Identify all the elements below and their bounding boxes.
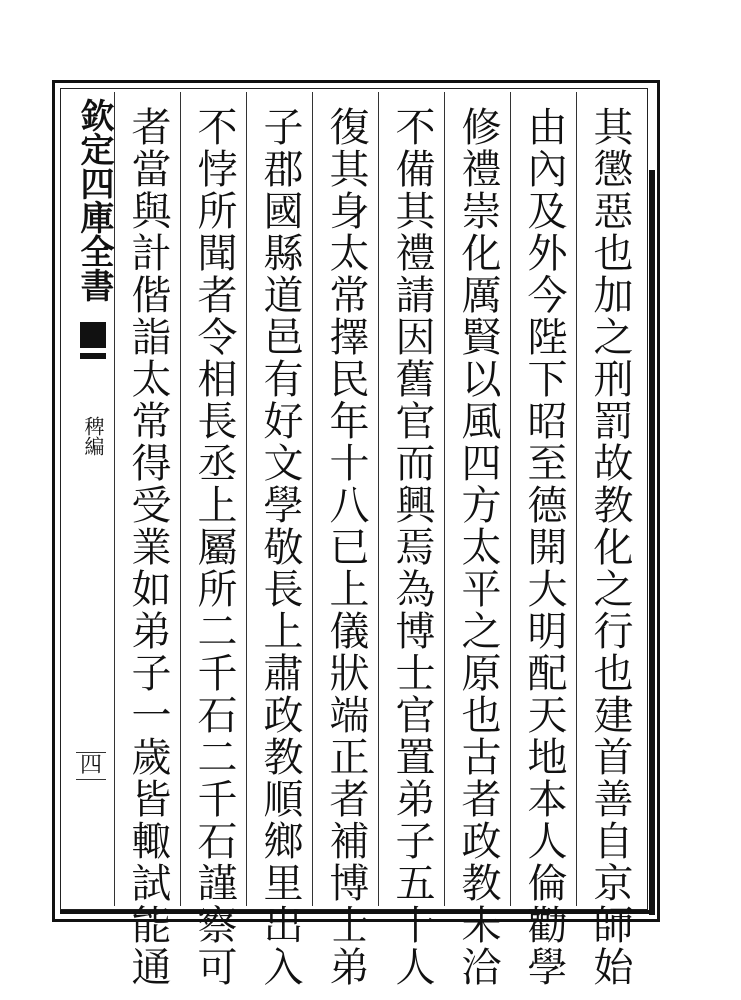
column-rule: [312, 92, 313, 906]
margin-section-title: 稗編: [81, 416, 105, 456]
frame-right-shadow: [649, 170, 655, 915]
fishtail-mark-bar: [80, 353, 106, 359]
text-column-3: 修禮崇化厲賢以風四方太平之原也古者政教未洽: [455, 106, 501, 988]
column-rule: [444, 92, 445, 906]
column-rule: [510, 92, 511, 906]
text-column-7: 不悖所聞者令相長丞上屬所二千石二千石謹察可: [191, 106, 237, 988]
text-column-4: 不備其禮請因舊官而興焉為博士官置弟子五十人: [389, 106, 435, 988]
text-column-2: 由內及外今陛下昭至德開大明配天地本人倫勸學: [521, 106, 567, 988]
fishtail-mark: [80, 322, 106, 348]
column-rule: [576, 92, 577, 906]
text-column-6: 子郡國縣道邑有好文學敬長上肅政教順鄉里出入: [257, 106, 303, 988]
column-rule: [246, 92, 247, 906]
text-column-8: 者當與計偕詣太常得受業如弟子一歲皆輙試能通: [125, 106, 171, 988]
margin-book-title: 欽定四庫全書: [74, 98, 114, 302]
column-rule: [114, 92, 115, 906]
column-rule: [378, 92, 379, 906]
margin-page-number: 四: [76, 752, 106, 780]
text-column-5: 復其身太常擇民年十八已上儀狀端正者補博士弟: [323, 106, 369, 988]
column-rule: [180, 92, 181, 906]
text-column-1: 其懲惡也加之刑罰故教化之行也建首善自京師始: [587, 106, 633, 988]
